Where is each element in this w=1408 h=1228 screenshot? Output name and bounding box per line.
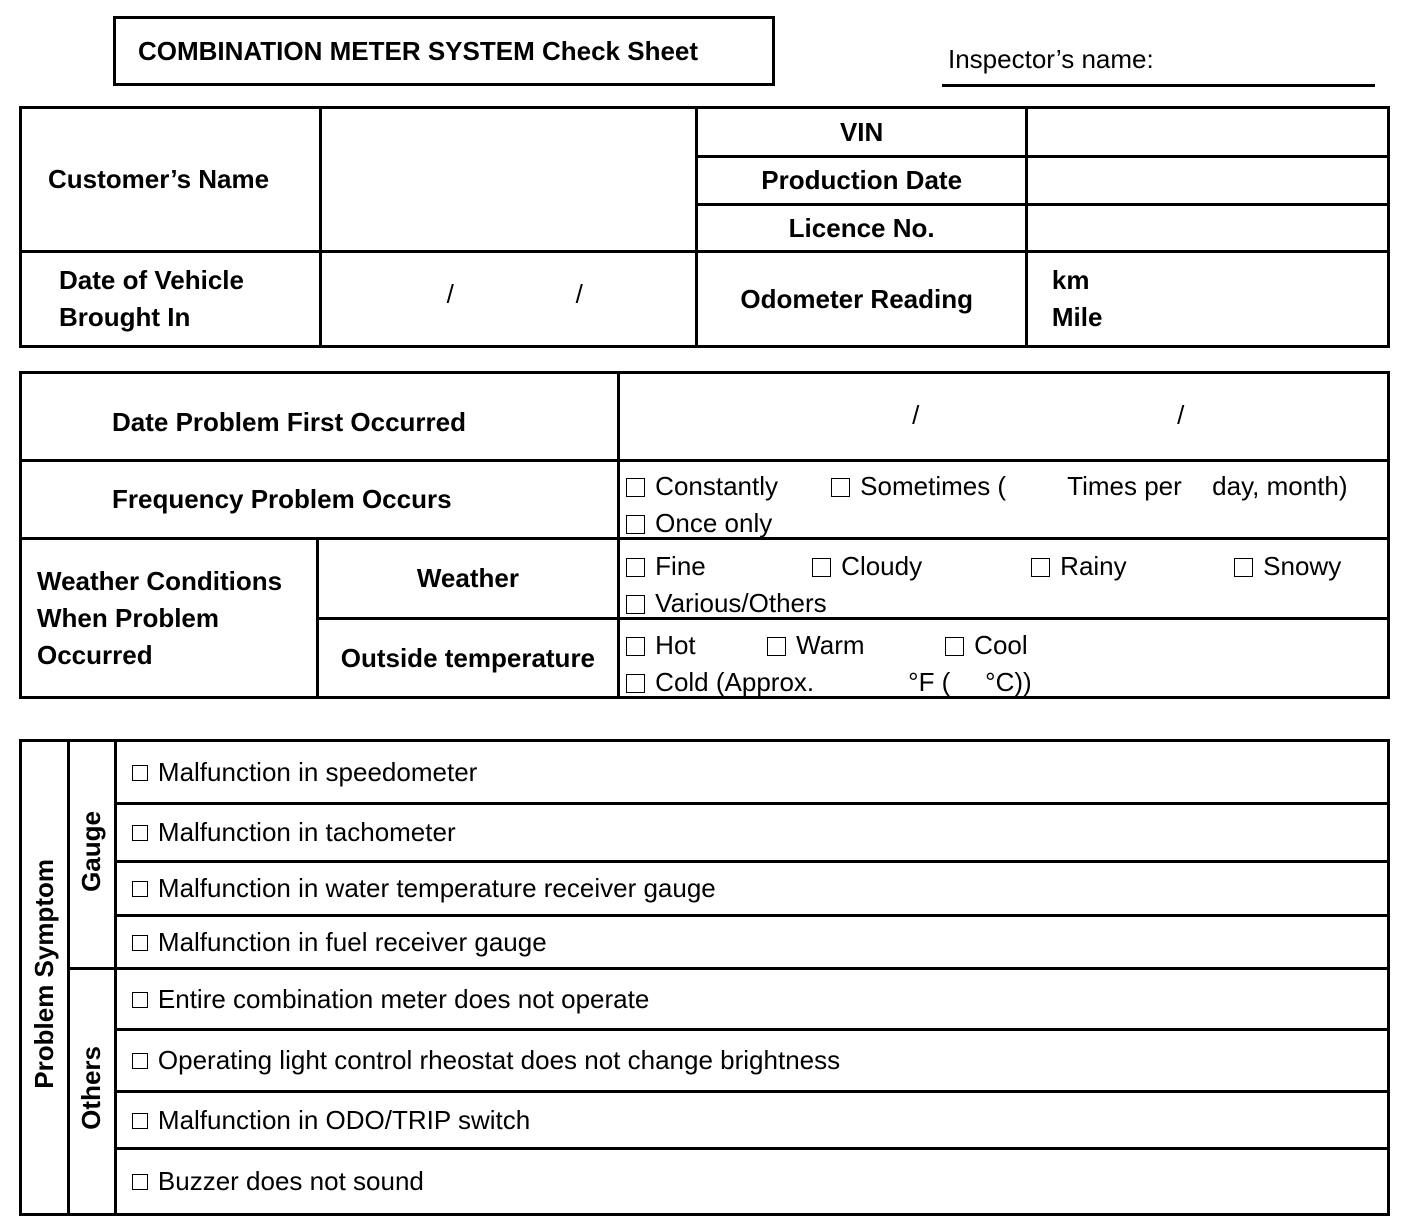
weather-conditions-label (21, 539, 318, 698)
date-separator: / (446, 279, 454, 309)
frequency-label: Frequency Problem Occurs (21, 461, 619, 539)
checkbox-icon[interactable] (132, 765, 148, 781)
temp-hot-text: Hot (655, 630, 696, 660)
vin-label: VIN (697, 108, 1026, 157)
others-label: Others (76, 1046, 107, 1130)
temp-fahrenheit-text: °F ( (908, 667, 951, 697)
date-brought-in-label-line-2: Brought In (59, 302, 191, 332)
checkbox-icon[interactable] (132, 992, 148, 1008)
checkbox-icon[interactable] (812, 558, 831, 577)
temp-cool-text: Cool (974, 630, 1028, 660)
checkbox-icon[interactable] (626, 515, 645, 534)
weather-rainy-option[interactable] (1031, 551, 1126, 582)
date-first-occurred-field[interactable] (619, 373, 1389, 461)
unit-km: km (1051, 265, 1090, 295)
checkbox-icon[interactable] (626, 558, 645, 577)
frequency-once-text: Once only (655, 508, 773, 538)
weather-cloudy-option[interactable] (812, 551, 922, 582)
frequency-constantly-text: Constantly (655, 471, 779, 501)
checkbox-icon[interactable] (132, 825, 148, 841)
checkbox-icon[interactable] (132, 881, 148, 897)
checkbox-icon[interactable] (626, 674, 645, 693)
frequency-once-option[interactable] (626, 505, 772, 542)
vehicle-info-table (19, 106, 1390, 348)
date-separator: / (575, 279, 583, 309)
frequency-constantly-option[interactable] (626, 468, 778, 505)
date-first-occurred-label: Date Problem First Occurred (21, 373, 619, 461)
licence-no-label: Licence No. (697, 205, 1026, 252)
checkbox-icon[interactable] (1031, 558, 1050, 577)
problem-conditions-table (19, 371, 1390, 699)
weather-snowy-text: Snowy (1263, 551, 1342, 581)
date-separator: / (1177, 400, 1185, 430)
checkbox-icon[interactable] (626, 478, 645, 497)
outside-temperature-label: Outside temperature (317, 619, 619, 698)
licence-no-field[interactable] (1026, 205, 1388, 252)
customer-name-label: Customer’s Name (21, 108, 321, 252)
production-date-label: Production Date (697, 157, 1026, 205)
checkbox-icon[interactable] (767, 637, 786, 656)
weather-conditions-label-line-2: When Problem (37, 602, 220, 633)
symptom-item-text: Entire combination meter does not operate (157, 983, 650, 1014)
symptom-item[interactable] (115, 804, 1388, 862)
frequency-sometimes-text: Sometimes ( (860, 471, 1007, 501)
checkbox-icon[interactable] (1234, 558, 1253, 577)
problem-symptom-label-cell (21, 741, 69, 1215)
symptom-item-text: Malfunction in ODO/TRIP switch (157, 1104, 531, 1135)
weather-options (619, 539, 1389, 619)
date-brought-in-field[interactable] (320, 252, 697, 347)
temp-cold-text: Cold (Approx. (655, 667, 815, 697)
checkbox-icon[interactable] (831, 478, 850, 497)
symptom-item-text: Malfunction in water temperature receiver gauge (157, 873, 716, 903)
checkbox-icon[interactable] (626, 595, 645, 614)
check-sheet-title: COMBINATION METER SYSTEM Check Sheet (113, 16, 775, 86)
weather-fine-text: Fine (655, 551, 706, 581)
weather-label: Weather (317, 539, 619, 619)
problem-symptom-label: Problem Symptom (28, 859, 59, 1089)
weather-rainy-text: Rainy (1060, 551, 1127, 581)
frequency-day-month-text: day, month) (1212, 471, 1348, 501)
symptom-item[interactable] (115, 1149, 1388, 1215)
date-separator: / (912, 400, 920, 430)
symptom-item-text: Malfunction in tachometer (157, 817, 456, 847)
temp-warm-text: Warm (796, 630, 865, 660)
unit-mile: Mile (1051, 302, 1103, 332)
temp-cold-option[interactable] (626, 667, 814, 698)
symptom-item[interactable] (115, 969, 1388, 1030)
frequency-options (619, 461, 1389, 539)
checkbox-icon[interactable] (626, 637, 645, 656)
checkbox-icon[interactable] (132, 935, 148, 951)
weather-various-option[interactable] (626, 588, 826, 619)
inspector-name-label: Inspector’s name: (948, 44, 1154, 74)
odometer-reading-field[interactable] (1026, 252, 1388, 347)
symptom-item[interactable] (115, 741, 1388, 804)
problem-symptom-table (19, 739, 1390, 1216)
inspector-name-field[interactable] (942, 44, 1375, 87)
weather-conditions-label-line-1: Weather Conditions (37, 565, 283, 596)
weather-conditions-label-line-3: Occurred (37, 639, 153, 670)
production-date-field[interactable] (1026, 157, 1388, 205)
temperature-options (619, 619, 1389, 698)
customer-name-field[interactable] (320, 108, 697, 252)
symptom-item-text: Operating light control rheostat does not change brightness (157, 1045, 841, 1075)
weather-fine-option[interactable] (626, 551, 706, 582)
weather-snowy-option[interactable] (1234, 551, 1341, 582)
symptom-item-text: Malfunction in fuel receiver gauge (157, 926, 547, 957)
gauge-label: Gauge (76, 810, 107, 892)
checkbox-icon[interactable] (132, 1174, 148, 1190)
date-brought-in-label (21, 252, 321, 347)
symptom-item-text: Buzzer does not sound (157, 1166, 424, 1196)
gauge-label-cell (68, 741, 115, 969)
checkbox-icon[interactable] (945, 637, 964, 656)
date-brought-in-label-line-1: Date of Vehicle (59, 265, 244, 295)
weather-various-text: Various/Others (655, 588, 827, 618)
temp-celsius-text: °C)) (985, 667, 1032, 697)
temp-cool-option[interactable] (945, 630, 1027, 661)
checkbox-icon[interactable] (132, 1053, 148, 1069)
frequency-times-per-text: Times per (1067, 471, 1182, 501)
weather-cloudy-text: Cloudy (841, 551, 923, 581)
vin-field[interactable] (1026, 108, 1388, 157)
symptom-item[interactable] (115, 1030, 1388, 1092)
symptom-item[interactable] (115, 1092, 1388, 1149)
temp-warm-option[interactable] (767, 630, 864, 661)
symptom-item[interactable] (115, 862, 1388, 916)
symptom-item-text: Malfunction in speedometer (157, 756, 478, 787)
odometer-reading-label: Odometer Reading (697, 252, 1026, 347)
temp-hot-option[interactable] (626, 630, 695, 661)
frequency-sometimes-option[interactable] (831, 468, 1006, 505)
checkbox-icon[interactable] (132, 1113, 148, 1129)
others-label-cell (68, 969, 115, 1215)
symptom-item[interactable] (115, 916, 1388, 969)
